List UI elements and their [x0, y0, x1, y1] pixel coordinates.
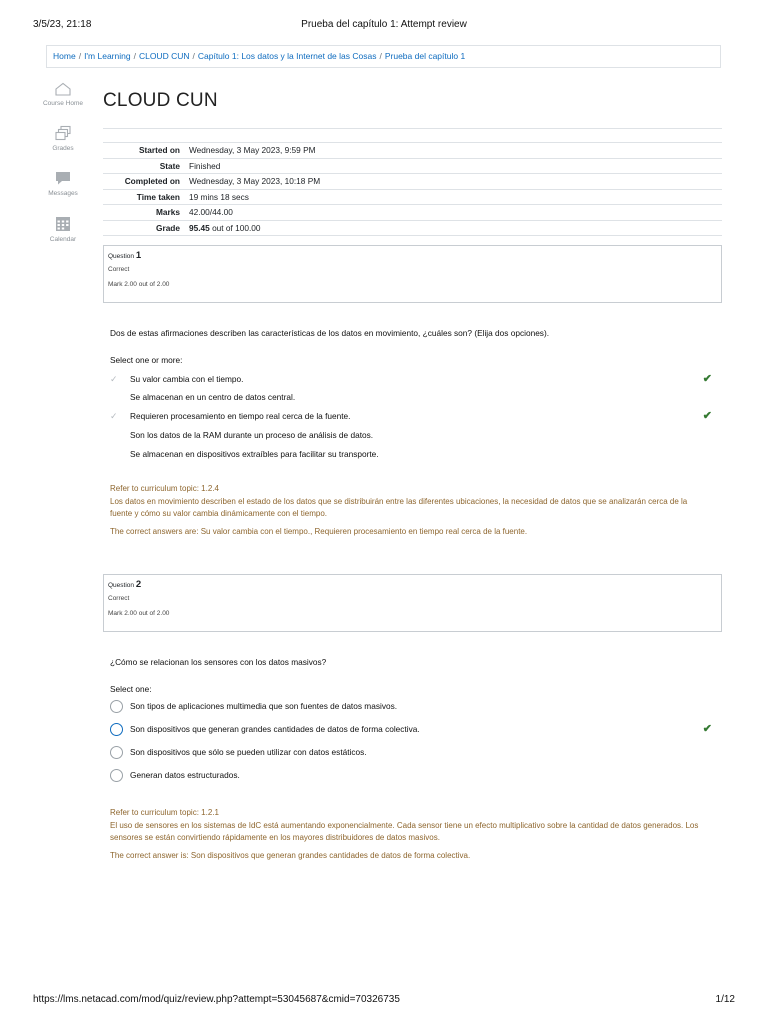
nav-label: Messages	[48, 190, 78, 197]
question-text-2: ¿Cómo se relacionan los sensores con los datos masivos?	[110, 657, 327, 667]
checkmark-icon: ✓	[110, 410, 118, 421]
radio-button[interactable]	[110, 700, 123, 713]
summary-row	[103, 220, 722, 236]
question-number	[108, 579, 717, 590]
summary-row	[103, 205, 722, 221]
question-label: Question	[108, 253, 135, 260]
correct-answer-text: The correct answers are: Su valor cambia con el tiempo., Requieren procesamiento en tiempo real cerca de la fuente.	[110, 526, 528, 536]
question-grade: Mark 2.00 out of 2.00	[108, 610, 170, 617]
question-grade: Mark 2.00 out of 2.00	[108, 281, 170, 288]
summary-value: Finished	[189, 160, 221, 171]
radio-button[interactable]	[110, 746, 123, 759]
summary-row	[103, 143, 722, 159]
attempt-summary-table	[103, 142, 722, 236]
grade-value: 95.45	[189, 222, 210, 233]
summary-value: Wednesday, 3 May 2023, 10:18 PM	[189, 176, 321, 187]
option-label: Se almacenan en dispositivos extraíbles para facilitar su transporte.	[130, 449, 379, 459]
breadcrumb-separator: /	[379, 51, 382, 61]
option-label: Son dispositivos que generan grandes cantidades de datos de forma colectiva.	[130, 724, 420, 734]
summary-label: State	[159, 160, 180, 171]
print-footer	[33, 994, 735, 1005]
summary-row	[103, 158, 722, 174]
correct-answer-text: The correct answer is: Son dispositivos que generan grandes cantidades de datos de forma colectiva.	[110, 850, 471, 860]
breadcrumb	[46, 45, 721, 68]
answer-option[interactable]	[110, 721, 722, 737]
nav-course-home[interactable]	[40, 82, 86, 109]
option-label: Generan datos estructurados.	[130, 770, 240, 780]
feedback-1	[110, 483, 710, 538]
question-info-2	[103, 574, 722, 632]
feedback-text: El uso de sensores en los sistemas de IdC está aumentando exponencialmente. Cada sensor tiene un efecto multiplicativo sobre la cantidad de datos generados. Los sensores se están convirtiendo rápidamente en los mayores distribuidores de datos masivos.	[110, 820, 699, 842]
correct-check-icon: ✔	[702, 373, 712, 385]
page-url: https://lms.netacad.com/mod/quiz/review.php?attempt=53045687&cmid=70326735	[33, 994, 400, 1005]
question-info-1	[103, 245, 722, 303]
question-number-value: 2	[135, 579, 142, 590]
option-label: Requieren procesamiento en tiempo real cerca de la fuente.	[130, 411, 351, 421]
breadcrumb-separator: /	[133, 51, 136, 61]
summary-row	[103, 174, 722, 190]
radio-button[interactable]	[110, 769, 123, 782]
feedback-topic: Refer to curriculum topic: 1.2.1	[110, 808, 219, 817]
checkmark-icon: ✓	[110, 373, 118, 384]
page-number: 1/12	[715, 994, 735, 1005]
summary-label: Completed on	[124, 176, 180, 187]
answer-option[interactable]	[110, 446, 722, 462]
feedback-topic: Refer to curriculum topic: 1.2.4	[110, 484, 219, 493]
calendar-icon	[54, 215, 72, 232]
breadcrumb-chapter[interactable]: Capítulo 1: Los datos y la Internet de las Cosas	[197, 51, 377, 61]
option-label: Su valor cambia con el tiempo.	[130, 374, 244, 384]
nav-label: Course Home	[42, 100, 84, 107]
answer-option[interactable]	[110, 767, 722, 783]
nav-calendar[interactable]	[40, 215, 86, 245]
summary-label: Marks	[156, 207, 180, 218]
question-state: Correct	[108, 595, 130, 602]
question-number-value: 1	[135, 250, 142, 261]
breadcrumb-im-learning[interactable]: I'm Learning	[84, 51, 131, 61]
grade-suffix: out of 100.00	[209, 222, 261, 233]
correct-check-icon: ✔	[702, 723, 712, 735]
nav-messages[interactable]	[40, 170, 86, 199]
question-prompt-2: Select one:	[110, 684, 152, 694]
breadcrumb-separator: /	[78, 51, 82, 61]
correct-check-icon: ✔	[702, 410, 712, 422]
print-title: Prueba del capítulo 1: Attempt review	[301, 19, 467, 30]
answer-option[interactable]	[110, 698, 722, 714]
answer-option[interactable]	[110, 389, 722, 405]
feedback-text: Los datos en movimiento describen el estado de los datos que se distribuirán entre las diferentes ubicaciones, la necesidad de datos que se analizarán cerca de la fuente y cómo su valor cambia dinámicamente con el tiempo.	[110, 496, 688, 518]
breadcrumb-separator: /	[192, 51, 195, 61]
side-nav	[40, 82, 86, 261]
print-date: 3/5/23, 21:18	[33, 19, 92, 30]
grades-icon	[54, 125, 72, 141]
answer-option[interactable]	[110, 427, 722, 443]
answer-option[interactable]	[110, 744, 722, 760]
question-number	[108, 250, 717, 261]
home-icon	[54, 82, 72, 96]
messages-icon	[54, 170, 72, 186]
summary-label: Time taken	[136, 191, 180, 202]
title-divider	[103, 128, 722, 129]
option-label: Son tipos de aplicaciones multimedia que son fuentes de datos masivos.	[130, 701, 398, 711]
page-title: CLOUD CUN	[103, 90, 218, 111]
breadcrumb-quiz[interactable]: Prueba del capítulo 1	[384, 51, 466, 61]
question-label: Question	[108, 582, 135, 589]
answer-option[interactable]	[110, 371, 722, 387]
breadcrumb-home[interactable]: Home	[53, 51, 76, 61]
feedback-2	[110, 807, 710, 862]
nav-label: Grades	[52, 145, 74, 152]
option-label: Se almacenan en un centro de datos central.	[130, 392, 296, 402]
summary-value	[189, 220, 722, 236]
summary-row	[103, 189, 722, 205]
question-state: Correct	[108, 266, 130, 273]
summary-value: 42.00/44.00	[189, 207, 233, 218]
option-label: Son los datos de la RAM durante un proceso de análisis de datos.	[130, 430, 374, 440]
answer-option[interactable]	[110, 408, 722, 424]
option-label: Son dispositivos que sólo se pueden utilizar con datos estáticos.	[130, 747, 367, 757]
summary-label: Grade	[156, 222, 180, 233]
radio-button-selected[interactable]	[110, 723, 123, 736]
summary-value: 19 mins 18 secs	[189, 191, 249, 202]
nav-label: Calendar	[49, 236, 77, 243]
nav-grades[interactable]	[40, 125, 86, 154]
summary-value: Wednesday, 3 May 2023, 9:59 PM	[189, 145, 316, 156]
question-text-1: Dos de estas afirmaciones describen las características de los datos en movimiento, ¿cuáles son? (Elija dos opciones).	[110, 328, 550, 338]
breadcrumb-course[interactable]: CLOUD CUN	[138, 51, 190, 61]
summary-label: Started on	[138, 145, 180, 156]
question-prompt-1: Select one or more:	[110, 355, 183, 365]
